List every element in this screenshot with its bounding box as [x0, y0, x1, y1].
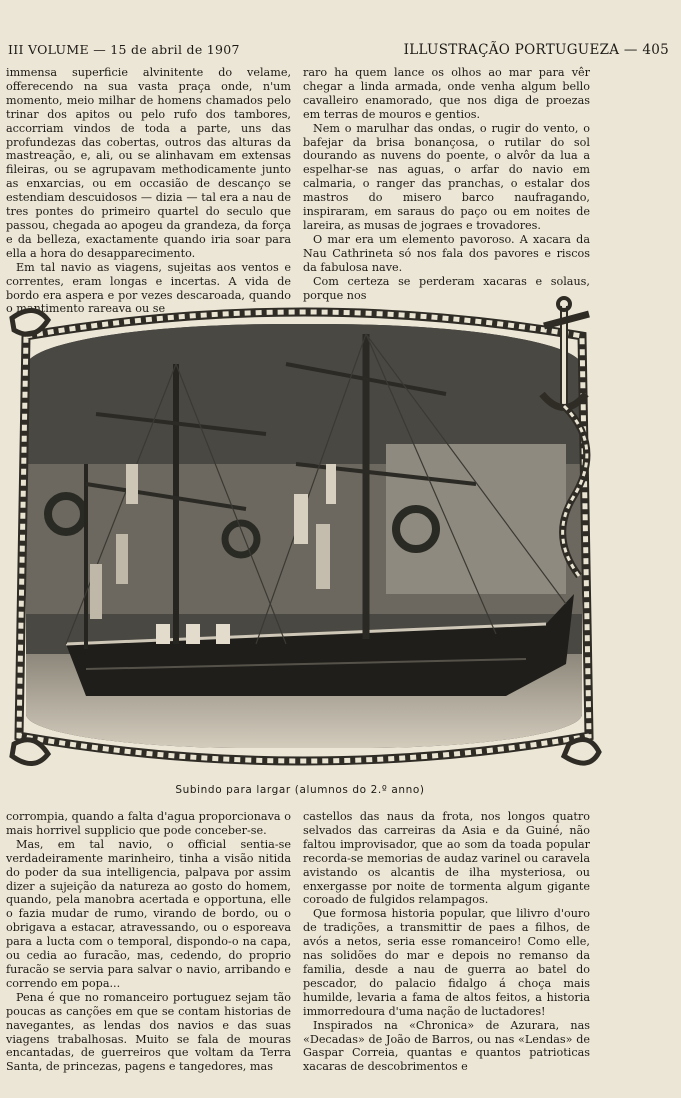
- paragraph: raro ha quem lance os olhos ao mar para vêr chegar a linda armada, onde venha algum bello cavalleiro enamorado, que nos diga de proezas em terras de mouros e gentios.: [303, 66, 590, 121]
- paragraph: Mas, em tal navio, o official sentia-se verdadeiramente marinheiro, tinha a visão nitida do poder da sua intelligencia, palpava por assim dizer a sujeição da natureza ao gosto do homem, quando, pela manobra acertada e opportuna, elle o fazia mudar de rumo, virando de bordo, ou o obrigava a estacar, atravessando, ou o esporeava para a lucta com o temporal, dispondo-o na capa, ou cedia ao furacão, mas, cedendo, do proprio furacão se servia para salvar o navio, arribando e correndo em popa...: [6, 837, 291, 990]
- column-bottom-left: [6, 810, 291, 1074]
- paragraph: Em tal navio as viagens, sujeitas aos ventos e correntes, eram longas e incertas. A vida de bordo era aspera e por vezes descaroada, quando o mantimento rareava ou se: [6, 260, 291, 316]
- header-volume-date: III VOLUME — 15 de abril de 1907: [8, 42, 240, 57]
- paragraph: Inspirados na «Chronica» de Azurara, nas «Decadas» de João de Barros, ou nas «Lendas» de Gaspar Correia, quantas e quantos patrioticas xacaras de descobrimentos e: [303, 1018, 590, 1074]
- rope-frame-icon: [4, 296, 602, 778]
- paragraph: corrompia, quando a falta d'agua proporcionava o mais horrivel supplicio que pode conceber-se.: [6, 810, 291, 837]
- paragraph: Que formosa historia popular, que lilivro d'ouro de tradições, a transmittir de paes a filhos, de avós a netos, seria esse romanceiro! Como elle, nas solidões do mar e depois no remanso da familia, desde a nau de guerra ao batel do pescador, do palacio fidalgo á choça mais humilde, levaria a fama de altos feitos, a historia immorredoura d'uma nação de luctadores!: [303, 907, 590, 1018]
- header-title-page: ILLUSTRAÇÃO PORTUGUEZA — 405: [403, 42, 669, 58]
- figure-caption: Subindo para largar (alumnos do 2.º anno): [175, 784, 425, 796]
- paragraph: O mar era um elemento pavoroso. A xacara da Nau Cathrineta só nos fala dos pavores e riscos da fabulosa nave.: [303, 232, 590, 274]
- column-top-right: [303, 66, 590, 302]
- paragraph: castellos das naus da frota, nos longos quatro selvados das carreiras da Asia e da Guiné, não faltou improvisador, que ao som da toada popular recorda-se memorias de audaz varinel ou caravela avistando os alcantis de ilha mysteriosa, ou enxergasse por noite de tormenta algum gigante coroado de fulgidos relampagos.: [303, 810, 590, 907]
- figure: [4, 296, 602, 778]
- column-bottom-right: [303, 810, 590, 1074]
- paragraph: Com certeza se perderam xacaras e solaus, porque nos: [303, 274, 590, 302]
- running-header: [8, 42, 669, 64]
- paragraph: Pena é que no romanceiro portuguez sejam tão poucas as canções em que se contam historias de navegantes, as lendas dos navios e das suas viagens trabalhosas. Muito se fala de mouras encantadas, de guerreiros que voltam da Terra Santa, de princezas, pagens e tangedores, mas: [6, 990, 291, 1074]
- paragraph: Nem o marulhar das ondas, o rugir do vento, o bafejar da brisa bonançosa, o rutilar do sol dourando as nuvens do poente, o alvôr da lua a espelhar-se nas aguas, o arfar do navio em calmaria, o ranger das pranchas, o estalar dos mastros do misero barco naufragando, inspiraram, em saraus do paço ou em noites de lareira, as musas de jograes e trovadores.: [303, 121, 590, 232]
- column-top-left: [6, 66, 291, 316]
- paragraph: immensa superficie alvinitente do velame, offerecendo na sua vasta praça onde, n'um momento, meio milhar de homens chamados pelo trinar dos apitos ou pelo rufo dos tambores, accorriam vindos de toda a parte, uns das profundezas das cobertas, outros das alturas da mastreação, e, ali, ou se alinhavam em extensas fileiras, ou se agrupavam methodicamente junto as enxarcias, ou em occasião de descanço se estendiam descuidosos — dizia — tal era a nau de tres pontes do primeiro quartel do seculo que passou, chegada ao apogeu da grandeza, da força e da belleza, exactamente quando iria soar para ella a hora do desapparecimento.: [6, 66, 291, 260]
